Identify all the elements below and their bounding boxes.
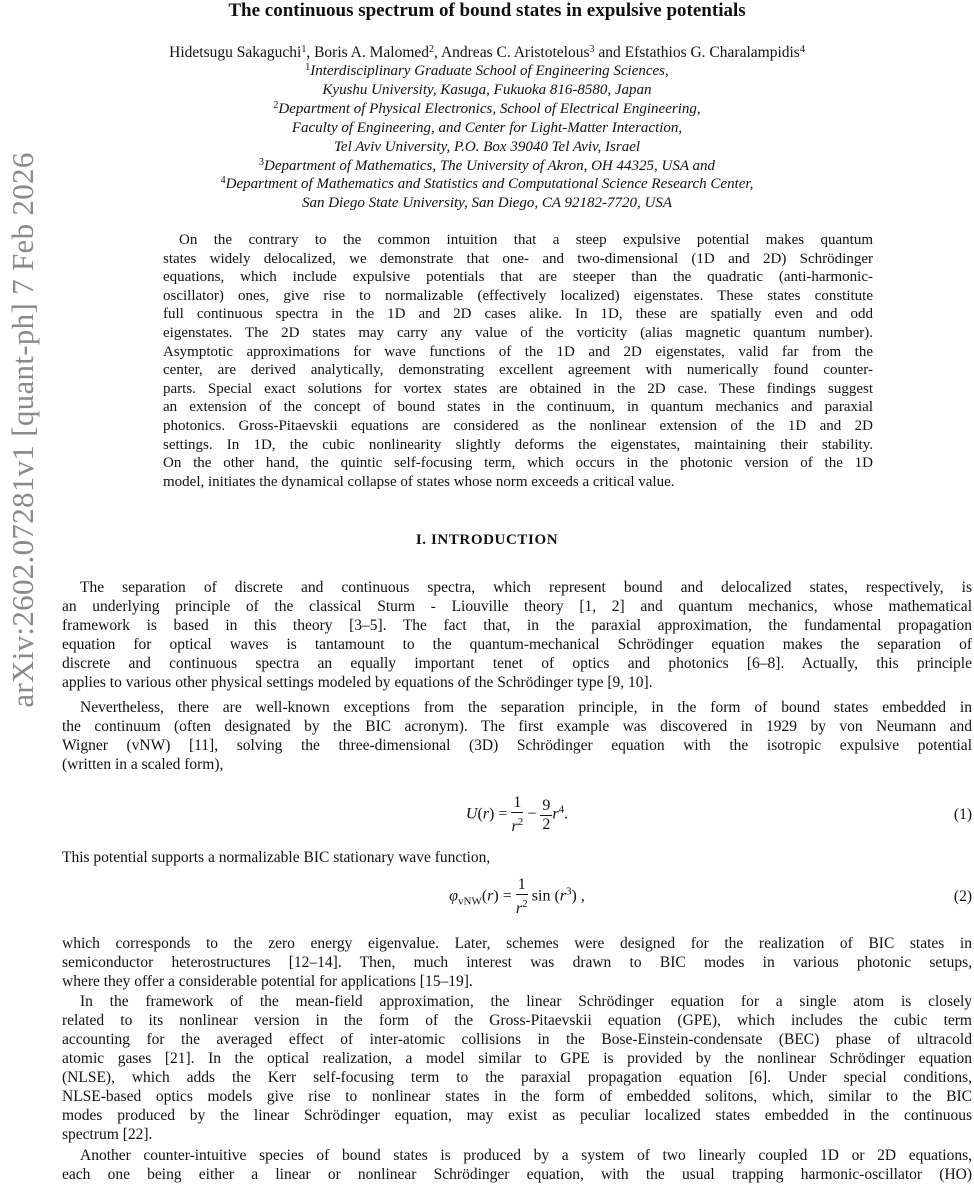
affiliation-line: $^1$Interdisciplinary Graduate School of Engineering Sciences, — [305, 62, 669, 79]
text-line: modes produced by the linear Schrödinger equation, may exist as peculiar localized states embedded in the continuous — [62, 1107, 972, 1124]
abstract-line: photonics. Gross-Pitaevskii equations are considered as the nonlinear extension of the 1D and 2D — [163, 417, 873, 434]
text-line: related to its nonlinear version in the form of the Gross-Pitaevskii equation (GPE), which includes the cubic term — [62, 1012, 972, 1029]
paragraph-3 — [62, 934, 972, 991]
equation-1-math: U(r) = $\frac{1}{r^2}$ − $\frac{9}{2}$ $r^4$. — [465, 794, 569, 835]
abstract-line: states widely delocalized, we demonstrate that one- and two-dimensional (1D and 2D) Schrödinger — [163, 250, 873, 267]
paragraph-2 — [62, 698, 972, 774]
affiliations — [0, 62, 974, 213]
text-line: spectrum [22]. — [62, 1126, 153, 1143]
text-after-eq1 — [62, 848, 972, 867]
abstract-line: Asymptotic approximations for wave functions of the 1D and 2D eigenstates, valid far from the — [163, 343, 873, 360]
equation-number: (1) — [953, 806, 972, 823]
paper-title: The continuous spectrum of bound states in expulsive potentials — [228, 0, 746, 21]
text-line: semiconductor heterostructures [12–14]. Then, much interest was drawn to BIC modes in various photonic setups, — [62, 954, 972, 971]
text-line: This potential supports a normalizable BIC stationary wave function, — [62, 849, 491, 866]
paragraph-5 — [62, 1146, 972, 1184]
text-line: discrete and continuous spectra an equally important tenet of optics and photonics [6–8]. Actually, this principle — [62, 655, 972, 672]
author: Boris A. Malomed$^2$, — [314, 44, 441, 61]
text-line: (NLSE), which adds the Kerr self-focusing term to the paraxial propagation equation [6]. Under special conditions, — [62, 1069, 972, 1086]
affiliation-line: Kyushu University, Kasuga, Fukuoka 816-8580, Japan — [322, 81, 652, 98]
abstract-line: full continuous spectra in the 1D and 2D cases alike. In 1D, these are spatially even and odd — [163, 306, 873, 323]
section-heading: I. INTRODUCTION — [415, 532, 559, 548]
affiliation-line: $^2$Department of Physical Electronics, School of Electrical Engineering, — [273, 99, 701, 117]
text-line: (written in a scaled form), — [62, 756, 224, 773]
abstract-line: an extension of the concept of bound states in the continuum, in quantum mechanics and paraxial — [163, 399, 873, 416]
abstract-line: On the other hand, the quintic self-focusing term, which occurs in the photonic version of the 1D — [163, 455, 873, 472]
abstract-line: model, initiates the dynamical collapse of states whose norm exceeds a critical value. — [163, 473, 675, 490]
text-line: Wigner (vNW) [11], solving the three-dimensional (3D) Schrödinger equation with the isotropic expulsive potential — [62, 737, 972, 754]
text-line: applies to various other physical settings modeled by equations of the Schrödinger type [9, 10]. — [62, 674, 653, 691]
text-line: equation for optical waves is tantamount to the quantum-mechanical Schrödinger equation makes the separation of — [62, 636, 972, 653]
paragraph-4 — [62, 992, 972, 1144]
text-line: the continuum (often designated by the BIC acronym). The first example was discovered in 1929 by von Neumann and — [62, 718, 972, 735]
affiliation-line: Faculty of Engineering, and Center for Light-Matter Interaction, — [291, 119, 683, 136]
text-line: each one being either a linear or nonlinear Schrödinger equation, with the usual trapping harmonic-oscillator (HO) — [62, 1166, 972, 1183]
text-line: where they offer a considerable potential for applications [15–19]. — [62, 973, 473, 990]
text-line: an underlying principle of the classical Sturm - Liouville theory [1, 2] and quantum mechanics, whose mathematical — [62, 598, 972, 615]
abstract-line: On the contrary to the common intuition that a steep expulsive potential makes quantum — [179, 232, 873, 248]
text-line: framework is based in this theory [3–5]. The fact that, in the paraxial approximation, the fundamental propagation — [62, 617, 972, 634]
text-line: Another counter-intuitive species of bound states is produced by a system of two linearly coupled 1D or 2D equations, — [80, 1147, 972, 1164]
text-line: atomic gases [21]. In the optical realization, a model similar to GPE is provided by the nonlinear Schrödinger equation — [62, 1050, 972, 1067]
arxiv-identifier: arXiv:2602.07281v1 [quant-ph] 7 Feb 2026 — [5, 152, 40, 708]
author: Efstathios G. Charalampidis$^4$ — [624, 44, 805, 61]
affiliation-line: San Diego State University, San Diego, CA 92182-7720, USA — [301, 195, 673, 212]
text-line: accounting for the averaged effect of inter-atomic collisions in the Bose-Einstein-condensate (BEC) phase of ultracold — [62, 1031, 972, 1048]
affiliation-line: $^4$Department of Mathematics and Statistics and Computational Science Research Center, — [220, 175, 754, 193]
equation-1 — [62, 794, 972, 838]
text-line: NLSE-based optics models give rise to nonlinear states in the form of embedded solitons, which, similar to the BIC — [62, 1088, 972, 1105]
abstract — [163, 231, 873, 491]
paragraph-1 — [62, 578, 972, 692]
affiliation-line: $^3$Department of Mathematics, The University of Akron, OH 44325, USA and — [259, 156, 715, 174]
equation-2 — [62, 876, 972, 920]
abstract-line: settings. In 1D, the cubic nonlinearity slightly deforms the eigenstates, maintaining their stability. — [163, 436, 873, 453]
affiliation-line: Tel Aviv University, P.O. Box 39040 Tel Aviv, Israel — [333, 138, 641, 155]
author: Andreas C. Aristotelous$^3$ and — [440, 44, 625, 61]
abstract-line: center, are derived analytically, demonstrating excellent agreement with numerically found counter- — [163, 362, 873, 379]
equation-2-math: $\varphi_{vNW}(r)$ = $\frac{1}{r^2}$ $\sin (r^3)$ , — [449, 876, 585, 917]
equation-number: (2) — [953, 888, 972, 905]
abstract-line: equations, which include expulsive potentials that are steeper than the quadratic (anti-harmonic- — [163, 269, 873, 286]
abstract-line: oscillator) ones, give rise to normalizable (effectively localized) eigenstates. These states constitute — [163, 287, 873, 304]
abstract-line: eigenstates. The 2D states may carry any value of the vorticity (alias magnetic quantum number). — [163, 324, 873, 341]
text-line: In the framework of the mean-field approximation, the linear Schrödinger equation for a single atom is closely — [80, 993, 972, 1010]
text-line: The separation of discrete and continuous spectra, which represent bound and delocalized states, respectively, is — [80, 579, 972, 596]
author-list — [0, 44, 974, 62]
text-line: Nevertheless, there are well-known exceptions from the separation principle, in the form of bound states embedded in — [80, 699, 972, 716]
text-line: which corresponds to the zero energy eigenvalue. Later, schemes were designed for the realization of BIC states in — [62, 935, 972, 952]
author: Hidetsugu Sakaguchi$^1$, — [169, 44, 315, 61]
abstract-line: parts. Special exact solutions for vortex states are obtained in the 2D case. These findings suggest — [163, 380, 873, 397]
